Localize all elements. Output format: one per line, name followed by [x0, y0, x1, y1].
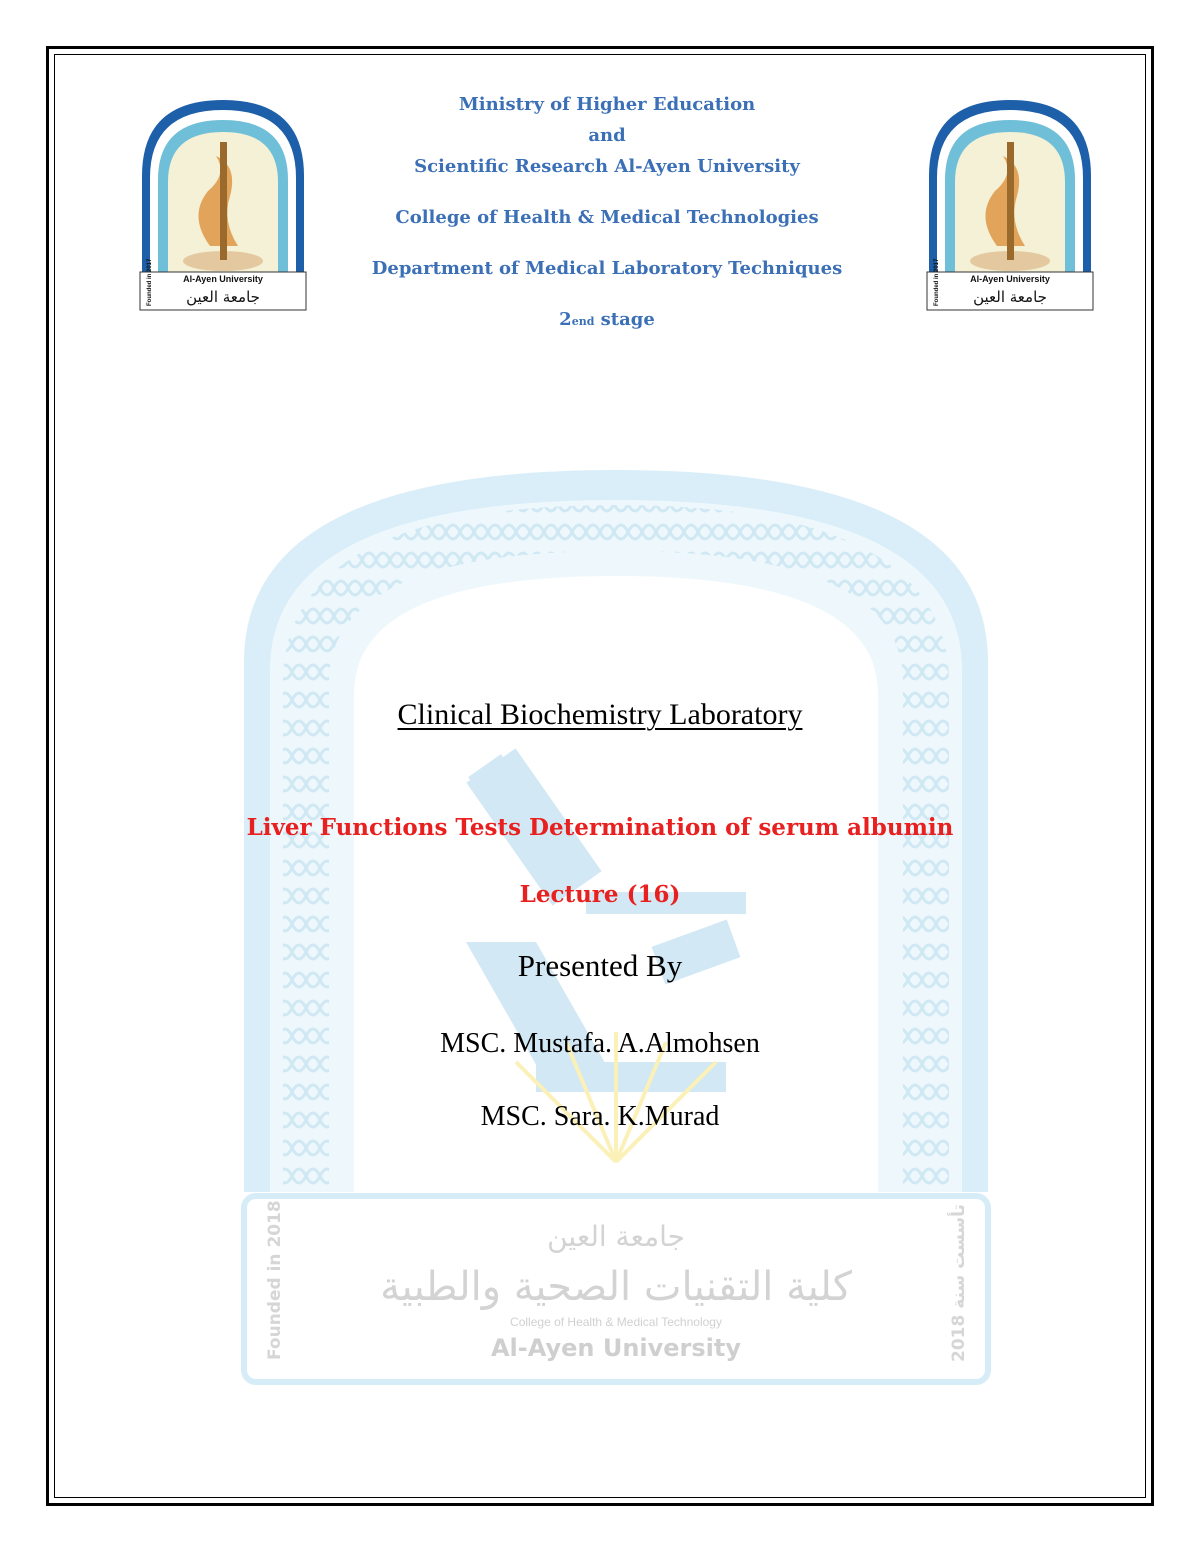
watermark-arch	[236, 462, 996, 1392]
watermark-founded-right: تأسست سنة 2018	[949, 1204, 969, 1362]
stage-word: stage	[600, 309, 655, 330]
logo-university-ar: جامعة العين	[186, 288, 260, 306]
watermark-arabic-university: جامعة العين	[547, 1220, 685, 1253]
logo-university-en: Al-Ayen University	[970, 274, 1050, 284]
ministry-line: Ministry of Higher Education	[458, 94, 756, 115]
university-logo-left	[138, 96, 308, 312]
document-title: Clinical Biochemistry Laboratory	[397, 698, 803, 731]
university-logo-right	[925, 96, 1095, 312]
stage-line	[300, 309, 914, 330]
logo-founded-label: Founded in 2017	[147, 258, 153, 306]
watermark-college-en: College of Health & Medical Technology	[510, 1315, 722, 1329]
watermark-arabic-college: كلية التقنيات الصحية والطبية	[380, 1264, 852, 1310]
stage-number: 2	[559, 309, 572, 330]
presented-by-label: Presented By	[517, 948, 683, 983]
logo-university-en: Al-Ayen University	[183, 274, 263, 284]
and-line: and	[588, 125, 626, 146]
presenter-2: MSC. Sara. K.Murad	[480, 1101, 720, 1132]
stage-suffix: end	[571, 315, 595, 328]
lecture-topic: Liver Functions Tests Determination of serum albumin	[246, 814, 954, 841]
logo-founded-label: Founded in 2017	[934, 258, 940, 306]
lecture-number: Lecture (16)	[519, 881, 681, 908]
watermark-university-en: Al-Ayen University	[490, 1334, 742, 1362]
research-line: Scientific Research Al-Ayen University	[414, 156, 800, 177]
presenter-1: MSC. Mustafa. A.Almohsen	[440, 1028, 760, 1059]
logo-university-ar: جامعة العين	[973, 288, 1047, 306]
department-line: Department of Medical Laboratory Techniques	[371, 258, 843, 279]
watermark-founded-left: Founded in 2018	[265, 1200, 285, 1360]
college-line: College of Health & Medical Technologies	[395, 207, 819, 228]
